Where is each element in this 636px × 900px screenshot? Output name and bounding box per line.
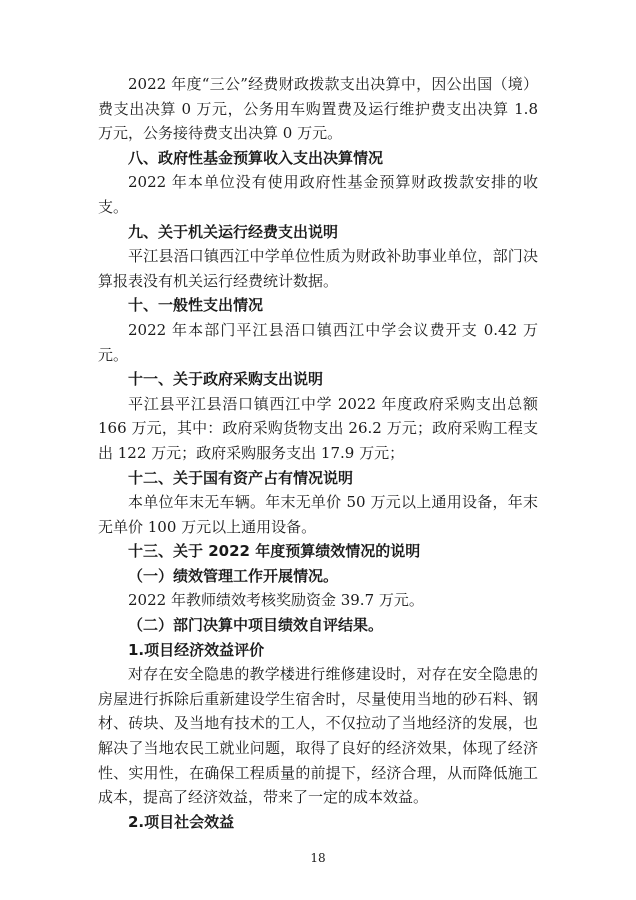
section-heading-9: 九、关于机关运行经费支出说明 (128, 222, 339, 241)
subheading-economic-benefit: 1.项目经济效益评价 (128, 640, 265, 659)
paragraph-operating-expenses: 平江县浯口镇西江中学单位性质为财政补助事业单位，部门决算报表没有机关运行经费统计数据。 (98, 247, 538, 290)
page-number: 18 (310, 851, 326, 865)
section-heading-10: 十、一般性支出情况 (128, 296, 264, 315)
paragraph-government-procurement: 平江县平江县浯口镇西江中学 2022 年度政府采购支出总额 166 万元，其中：政府采购货物支出 26.2 万元；政府采购工程支出 122 万元；政府采购服务支出 17.9 万元； (98, 394, 538, 462)
subheading-social-benefit: 2.项目社会效益 (128, 812, 235, 831)
subheading-performance-management: （一）绩效管理工作开展情况。 (128, 566, 339, 585)
paragraph-government-fund: 2022 年本单位没有使用政府性基金预算财政拨款安排的收支。 (98, 173, 538, 216)
paragraph-three-public-expenses: 2022 年度“三公”经费财政拨款支出决算中，因公出国（境）费支出决算 0 万元，公务用车购置费及运行维护费支出决算 1.8 万元，公务接待费支出决算 0 万元。 (98, 75, 538, 143)
section-heading-11: 十一、关于政府采购支出说明 (128, 370, 324, 389)
subheading-self-evaluation: （二）部门决算中项目绩效自评结果。 (128, 616, 384, 635)
section-heading-8: 八、政府性基金预算收入支出决算情况 (128, 148, 384, 167)
paragraph-state-assets: 本单位年末无车辆。年末无单价 50 万元以上通用设备，年末无单价 100 万元以上通用设备。 (98, 493, 538, 536)
paragraph-economic-benefit: 对存在安全隐患的教学楼进行维修建设时，对存在安全隐患的房屋进行拆除后重新建设学生宿舍时，尽量使用当地的砂石料、钢材、砖块、及当地有技术的工人，不仅拉动了当地经济的发展，也解决了当地农民工就业问题，取得了良好的经济效果，体现了经济性、实用性，在确保工程质量的前提下，经济合理，从而降低施工成本，提高了经济效益，带来了一定的成本效益。 (98, 665, 538, 807)
paragraph-general-expenses: 2022 年本部门平江县浯口镇西江中学会议费开支 0.42 万元。 (98, 320, 538, 364)
paragraph-teacher-bonus: 2022 年教师绩效考核奖励资金 39.7 万元。 (128, 591, 424, 610)
document-body (98, 72, 538, 834)
section-heading-12: 十二、关于国有资产占有情况说明 (128, 468, 354, 487)
section-heading-13: 十三、关于 2022 年度预算绩效情况的说明 (128, 542, 421, 561)
